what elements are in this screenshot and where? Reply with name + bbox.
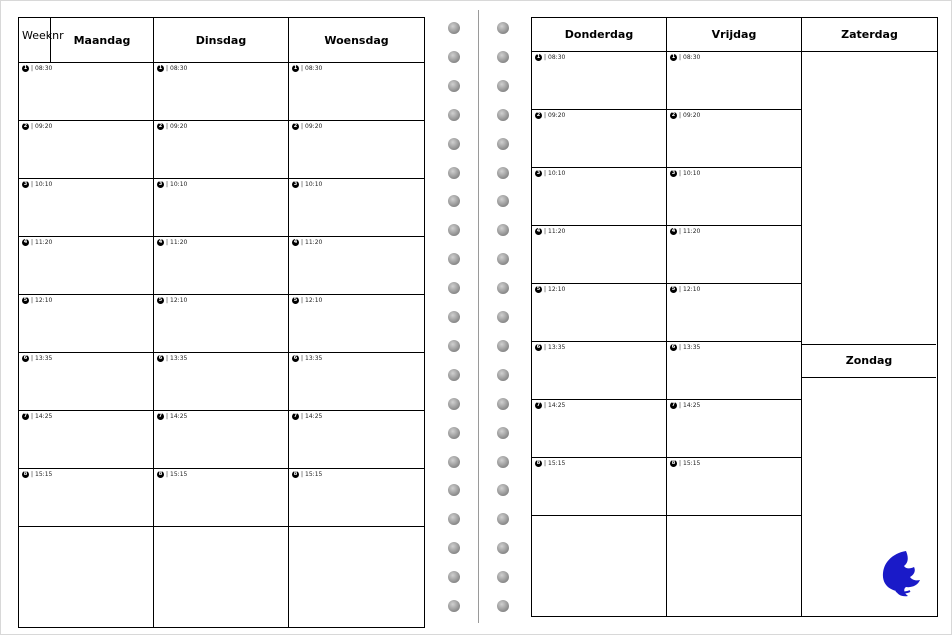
binder-hole-icon: [448, 369, 460, 381]
slot-number-badge: 7: [536, 402, 541, 408]
day-header-donderdag: Donderdag: [532, 18, 667, 52]
slot-cell-vrijdag[interactable]: [667, 458, 802, 516]
slot-time: 13:35: [683, 344, 701, 351]
time-slot-label: 7 | 14:25: [293, 413, 323, 420]
time-slot-label: 7 | 14:25: [23, 413, 53, 420]
time-slot-label: 8 | 15:15: [293, 471, 323, 478]
slot-time: 08:30: [305, 65, 323, 72]
slot-number-badge: 4: [23, 239, 28, 245]
slot-cell-donderdag[interactable]: [532, 458, 667, 516]
slot-cell-dinsdag[interactable]: [154, 237, 289, 295]
slot-number-badge: 3: [671, 170, 676, 176]
time-slot-label: 5 | 12:10: [536, 286, 566, 293]
slot-number-badge: 2: [293, 123, 298, 129]
time-slot-label: 7 | 14:25: [158, 413, 188, 420]
slot-cell-maandag[interactable]: [19, 469, 154, 527]
time-slot-label: 1 | 08:30: [536, 54, 566, 61]
time-slot-label: 7 | 14:25: [536, 402, 566, 409]
weekend-cell[interactable]: [802, 52, 938, 617]
slot-cell-dinsdag[interactable]: [154, 63, 289, 121]
time-slot-label: 1 | 08:30: [158, 65, 188, 72]
slot-cell-vrijdag[interactable]: [667, 400, 802, 458]
time-slot-label: 3 | 10:10: [536, 170, 566, 177]
slot-cell-maandag[interactable]: [19, 237, 154, 295]
binder-hole-icon: [448, 600, 460, 612]
slot-time: 10:10: [35, 181, 53, 188]
slot-cell-donderdag[interactable]: [532, 168, 667, 226]
slot-number-badge: 7: [23, 413, 28, 419]
slot-time: 12:10: [305, 297, 323, 304]
binder-hole-icon: [448, 427, 460, 439]
slot-time: 10:10: [683, 170, 701, 177]
slot-cell-woensdag[interactable]: [289, 63, 425, 121]
time-slot-label: 3 | 10:10: [23, 181, 53, 188]
slot-number-badge: 8: [536, 460, 541, 466]
time-slot-label: 2 | 09:20: [671, 112, 701, 119]
slot-time: 12:10: [35, 297, 53, 304]
binder-hole-icon: [497, 167, 509, 179]
slot-number-badge: 5: [536, 286, 541, 292]
slot-number-badge: 8: [158, 471, 163, 477]
binder-hole-icon: [448, 109, 460, 121]
day-header-dinsdag: Dinsdag: [154, 18, 289, 63]
slot-time: 14:25: [548, 402, 566, 409]
time-slot-label: 2 | 09:20: [293, 123, 323, 130]
slot-time: 12:10: [683, 286, 701, 293]
slot-time: 15:15: [305, 471, 323, 478]
slot-time: 10:10: [305, 181, 323, 188]
time-slot-label: 8 | 15:15: [158, 471, 188, 478]
slot-number-badge: 1: [671, 54, 676, 60]
slot-time: 12:10: [170, 297, 188, 304]
slot-number-badge: 5: [158, 297, 163, 303]
slot-time: 13:35: [170, 355, 188, 362]
slot-cell-vrijdag[interactable]: [667, 110, 802, 168]
binder-hole-icon: [497, 340, 509, 352]
binder-hole-icon: [497, 138, 509, 150]
right-page-grid: [531, 17, 938, 617]
binder-hole-icon: [448, 167, 460, 179]
slot-time: 09:20: [683, 112, 701, 119]
slot-number-badge: 8: [23, 471, 28, 477]
slot-time: 14:25: [683, 402, 701, 409]
slot-time: 11:20: [683, 228, 701, 235]
slot-number-badge: 2: [536, 112, 541, 118]
time-slot-label: 5 | 12:10: [293, 297, 323, 304]
slot-cell-vrijdag[interactable]: [667, 226, 802, 284]
table-row: [532, 52, 938, 110]
slot-cell-donderdag[interactable]: [532, 342, 667, 400]
slot-time: 11:20: [548, 228, 566, 235]
slot-cell-dinsdag[interactable]: [154, 411, 289, 469]
slot-cell-dinsdag[interactable]: [154, 121, 289, 179]
slot-cell-woensdag[interactable]: [289, 411, 425, 469]
slot-time: 11:20: [305, 239, 323, 246]
time-slot-label: 4 | 11:20: [158, 239, 188, 246]
slot-number-badge: 6: [671, 344, 676, 350]
slot-time: 08:30: [548, 54, 566, 61]
binder-hole-icon: [497, 571, 509, 583]
slot-cell-woensdag[interactable]: [289, 121, 425, 179]
slot-cell-maandag[interactable]: [19, 63, 154, 121]
weeknr-label: Weeknr: [19, 18, 51, 63]
day-header-zaterdag: Zaterdag: [802, 18, 938, 52]
slot-time: 09:20: [305, 123, 323, 130]
time-slot-label: 6 | 13:35: [158, 355, 188, 362]
slot-time: 15:15: [548, 460, 566, 467]
time-slot-label: 8 | 15:15: [23, 471, 53, 478]
slot-cell-vrijdag[interactable]: [667, 52, 802, 110]
slot-time: 15:15: [35, 471, 53, 478]
table-row: [19, 237, 425, 295]
time-slot-label: 8 | 15:15: [536, 460, 566, 467]
binder-hole-icon: [497, 282, 509, 294]
table-row: [19, 353, 425, 411]
table-row: [19, 469, 425, 527]
slot-time: 12:10: [548, 286, 566, 293]
slot-cell-woensdag[interactable]: [289, 353, 425, 411]
slot-time: 14:25: [35, 413, 53, 420]
slot-time: 14:25: [170, 413, 188, 420]
slot-cell-maandag[interactable]: [19, 411, 154, 469]
slot-time: 08:30: [683, 54, 701, 61]
time-slot-label: 4 | 11:20: [23, 239, 53, 246]
binder-hole-icon: [448, 311, 460, 323]
slot-time: 11:20: [35, 239, 53, 246]
slot-number-badge: 7: [293, 413, 298, 419]
time-slot-label: 6 | 13:35: [671, 344, 701, 351]
notes-cell-vrijdag[interactable]: [667, 516, 802, 617]
slot-number-badge: 8: [293, 471, 298, 477]
table-row: [19, 411, 425, 469]
time-slot-label: 5 | 12:10: [671, 286, 701, 293]
time-slot-label: 4 | 11:20: [536, 228, 566, 235]
slot-number-badge: 6: [158, 355, 163, 361]
slot-number-badge: 4: [536, 228, 541, 234]
slot-number-badge: 2: [158, 123, 163, 129]
time-slot-label: 2 | 09:20: [23, 123, 53, 130]
time-slot-label: 2 | 09:20: [158, 123, 188, 130]
time-slot-label: 1 | 08:30: [293, 65, 323, 72]
slot-time: 11:20: [170, 239, 188, 246]
time-slot-label: 3 | 10:10: [158, 181, 188, 188]
time-slot-label: 5 | 12:10: [23, 297, 53, 304]
slot-cell-vrijdag[interactable]: [667, 284, 802, 342]
binder-hole-icon: [497, 311, 509, 323]
slot-cell-maandag[interactable]: [19, 179, 154, 237]
slot-time: 13:35: [35, 355, 53, 362]
slot-number-badge: 6: [23, 355, 28, 361]
binder-hole-icon: [497, 398, 509, 410]
binder-hole-icon: [448, 138, 460, 150]
time-slot-label: 6 | 13:35: [23, 355, 53, 362]
binder-hole-icon: [448, 80, 460, 92]
binder-hole-icon: [497, 109, 509, 121]
time-slot-label: 2 | 09:20: [536, 112, 566, 119]
binder-hole-icon: [497, 427, 509, 439]
binder-hole-icon: [448, 22, 460, 34]
table-row: [19, 295, 425, 353]
binder-hole-icon: [448, 51, 460, 63]
slot-number-badge: 1: [158, 65, 163, 71]
slot-number-badge: 1: [293, 65, 298, 71]
day-header-maandag: Maandag: [51, 18, 154, 63]
slot-number-badge: 8: [671, 460, 676, 466]
slot-number-badge: 6: [293, 355, 298, 361]
time-slot-label: 7 | 14:25: [671, 402, 701, 409]
slot-number-badge: 2: [671, 112, 676, 118]
slot-time: 13:35: [305, 355, 323, 362]
slot-time: 15:15: [170, 471, 188, 478]
slot-cell-woensdag[interactable]: [289, 179, 425, 237]
slot-cell-donderdag[interactable]: [532, 400, 667, 458]
slot-cell-vrijdag[interactable]: [667, 342, 802, 400]
time-slot-label: 3 | 10:10: [671, 170, 701, 177]
slot-number-badge: 5: [671, 286, 676, 292]
slot-number-badge: 2: [23, 123, 28, 129]
time-slot-label: 5 | 12:10: [158, 297, 188, 304]
table-row: [19, 527, 425, 628]
binder-hole-icon: [497, 600, 509, 612]
binder-hole-icon: [497, 80, 509, 92]
slot-number-badge: 3: [158, 181, 163, 187]
table-row: [19, 121, 425, 179]
slot-number-badge: 5: [293, 297, 298, 303]
slot-time: 08:30: [35, 65, 53, 72]
binder-hole-icon: [448, 398, 460, 410]
slot-cell-donderdag[interactable]: [532, 110, 667, 168]
slot-number-badge: 7: [158, 413, 163, 419]
day-header-vrijdag: Vrijdag: [667, 18, 802, 52]
time-slot-label: 6 | 13:35: [293, 355, 323, 362]
binder-hole-icon: [448, 571, 460, 583]
slot-cell-woensdag[interactable]: [289, 237, 425, 295]
binder-hole-icon: [448, 340, 460, 352]
slot-time: 14:25: [305, 413, 323, 420]
slot-time: 13:35: [548, 344, 566, 351]
binder-hole-icon: [448, 456, 460, 468]
slot-time: 10:10: [548, 170, 566, 177]
slot-cell-dinsdag[interactable]: [154, 469, 289, 527]
slot-cell-donderdag[interactable]: [532, 52, 667, 110]
slot-cell-vrijdag[interactable]: [667, 168, 802, 226]
ship-head-logo-icon: [876, 547, 926, 597]
slot-time: 09:20: [548, 112, 566, 119]
time-slot-label: 1 | 08:30: [671, 54, 701, 61]
binder-hole-icon: [497, 369, 509, 381]
table-row: [19, 179, 425, 237]
slot-number-badge: 1: [23, 65, 28, 71]
binder-hole-icon: [497, 51, 509, 63]
slot-cell-donderdag[interactable]: [532, 284, 667, 342]
slot-number-badge: 1: [536, 54, 541, 60]
slot-number-badge: 4: [671, 228, 676, 234]
slot-number-badge: 4: [158, 239, 163, 245]
binder-hole-icon: [497, 22, 509, 34]
slot-time: 08:30: [170, 65, 188, 72]
left-page-grid: [18, 17, 425, 628]
notes-cell-woensdag[interactable]: [289, 527, 425, 628]
slot-cell-dinsdag[interactable]: [154, 353, 289, 411]
slot-cell-donderdag[interactable]: [532, 226, 667, 284]
time-slot-label: 6 | 13:35: [536, 344, 566, 351]
day-header-zondag: Zondag: [802, 344, 936, 378]
slot-cell-dinsdag[interactable]: [154, 295, 289, 353]
time-slot-label: 3 | 10:10: [293, 181, 323, 188]
time-slot-label: 4 | 11:20: [671, 228, 701, 235]
binder-hole-icon: [448, 282, 460, 294]
slot-number-badge: 7: [671, 402, 676, 408]
time-slot-label: 4 | 11:20: [293, 239, 323, 246]
slot-number-badge: 5: [23, 297, 28, 303]
slot-number-badge: 6: [536, 344, 541, 350]
time-slot-label: 8 | 15:15: [671, 460, 701, 467]
slot-number-badge: 3: [536, 170, 541, 176]
page-divider: [478, 10, 479, 623]
slot-number-badge: 3: [293, 181, 298, 187]
slot-time: 15:15: [683, 460, 701, 467]
notes-cell-donderdag[interactable]: [532, 516, 667, 617]
day-header-woensdag: Woensdag: [289, 18, 425, 63]
slot-time: 10:10: [170, 181, 188, 188]
slot-cell-dinsdag[interactable]: [154, 179, 289, 237]
binder-hole-icon: [497, 456, 509, 468]
notes-cell-dinsdag[interactable]: [154, 527, 289, 628]
slot-number-badge: 3: [23, 181, 28, 187]
slot-cell-woensdag[interactable]: [289, 295, 425, 353]
slot-cell-maandag[interactable]: [19, 121, 154, 179]
slot-cell-maandag[interactable]: [19, 295, 154, 353]
slot-time: 09:20: [35, 123, 53, 130]
slot-time: 09:20: [170, 123, 188, 130]
time-slot-label: 1 | 08:30: [23, 65, 53, 72]
table-row: [19, 63, 425, 121]
slot-number-badge: 4: [293, 239, 298, 245]
notes-cell-maandag[interactable]: [19, 527, 154, 628]
slot-cell-maandag[interactable]: [19, 353, 154, 411]
slot-cell-woensdag[interactable]: [289, 469, 425, 527]
